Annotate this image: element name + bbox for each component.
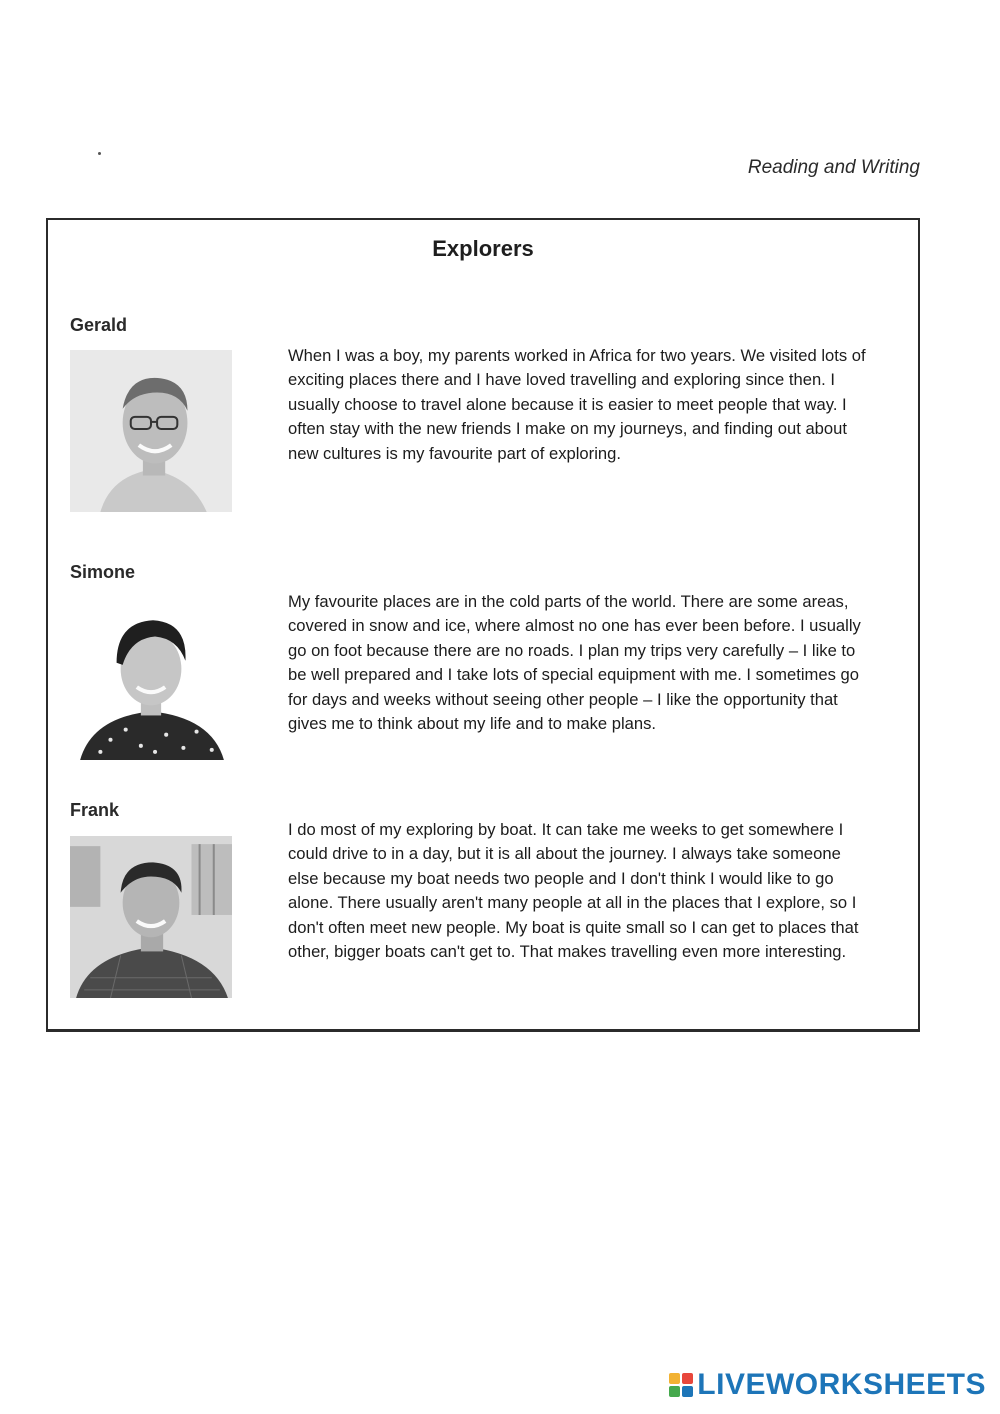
- person-name: Gerald: [70, 315, 128, 335]
- article-title: Explorers: [432, 236, 534, 261]
- person-name: Simone: [70, 562, 136, 582]
- person-description: When I was a boy, my parents worked in Africa for two years. We visited lots of exciting places there and I have loved travelling and exploring since then. I usually choose to travel alone because it is easier to meet people that way. I often stay with the new friends I make on my journeys, and finding out about new cultures is my favourite part of exploring.: [288, 346, 866, 463]
- simone-photo: [70, 598, 232, 760]
- person-description: I do most of my exploring by boat. It can take me weeks to get somewhere I could drive to in a day, but it is all about the journey. I always take someone else because my boat needs two people and I don't think I would like to go alone. There usually aren't many people at all in the places that I explore, so I don't often meet new people. My boat is quite small so I can get to places that other, bigger boats can't get to. That makes travelling even more interesting.: [288, 820, 859, 962]
- man-with-glasses-icon: [70, 350, 232, 512]
- logo-square: [682, 1373, 693, 1384]
- person-name: Frank: [70, 800, 120, 820]
- explorers-article: [46, 218, 920, 1032]
- section-label: Reading and Writing: [747, 157, 920, 178]
- woman-icon: [70, 598, 232, 760]
- liveworksheets-logo[interactable]: [669, 1368, 986, 1402]
- logo-square: [669, 1373, 680, 1384]
- person-description: My favourite places are in the cold parts of the world. There are some areas, covered in snow and ice, where almost no one has ever been before. I usually go on foot because there are no roads. I plan my trips very carefully – I like to be well prepared and I take lots of special equipment with me. I sometimes go for days and weeks without seeing other people – I like the opportunity that gives me to think about my life and to make plans.: [288, 592, 861, 734]
- gerald-photo: [70, 350, 232, 512]
- liveworksheets-logo-icon: [669, 1373, 693, 1397]
- logo-square: [682, 1386, 693, 1397]
- logo-square: [669, 1386, 680, 1397]
- man-icon: [70, 836, 232, 998]
- frank-photo: [70, 836, 232, 998]
- stray-dot: [98, 152, 101, 155]
- brand-name: LIVEWORKSHEETS: [697, 1368, 986, 1401]
